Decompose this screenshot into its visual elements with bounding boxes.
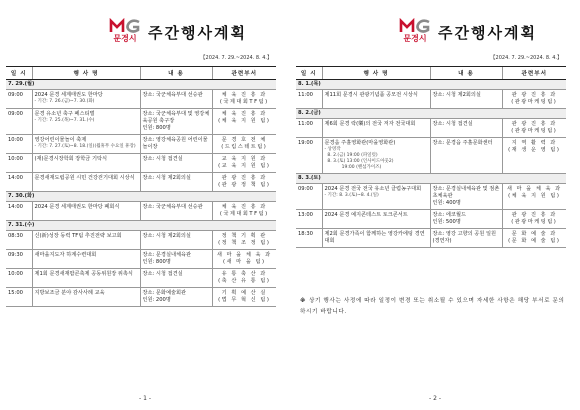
time-cell: [6, 154, 32, 173]
header-content: 내 용: [430, 67, 502, 80]
event-cell: [32, 135, 140, 154]
table-header-row: [296, 67, 566, 80]
dept-team: (문 화 예 술 팀): [508, 238, 561, 245]
table-row: [6, 288, 276, 307]
dept-cell: [212, 288, 276, 307]
time-cell: [6, 173, 32, 192]
dept-name: 체 육 진 흥 과: [221, 92, 267, 99]
event-place: 장소: 문경실내체육관: [142, 252, 191, 259]
date-label: 7. 30.(화): [6, 192, 276, 202]
dept-team: (관광마케팅팀): [511, 219, 558, 226]
dept-name: 관 광 진 흥 과: [511, 92, 557, 99]
event-name: 문경읍 주흘영화관(마을영화관): [324, 140, 396, 147]
time-cell: [296, 184, 322, 210]
table-row: [6, 269, 276, 288]
event-name: 제11회 문경시 관광기념품 공모전 시상식: [324, 92, 418, 99]
event-time: 10:00: [8, 156, 23, 163]
content-cell: [140, 135, 212, 154]
event-extra: 인원: 500명: [432, 219, 461, 226]
dept-name: 유 통 축 산 과: [221, 271, 267, 278]
header-time: 일 시: [6, 67, 32, 80]
table-row: [6, 109, 276, 135]
content-cell: [140, 154, 212, 173]
event-extra: 인원: 400명: [432, 200, 461, 207]
period: 【2024. 7. 29.~2024. 8. 4.】: [200, 55, 272, 61]
dept-team: (국제대회TF팀): [219, 211, 269, 218]
page-title: 주간행사계획: [148, 24, 247, 42]
dept-name: 체 육 진 흥 과: [221, 111, 267, 118]
event-cell: [32, 154, 140, 173]
event-time: 18:30: [298, 231, 313, 238]
content-cell: [430, 184, 502, 210]
logo-text: 문경시: [403, 34, 427, 43]
header-content: 내 용: [140, 67, 212, 80]
period: 【2024. 7. 29.~2024. 8. 4.】: [490, 55, 562, 61]
event-cell: [32, 250, 140, 269]
page-number: - 1 -: [139, 395, 151, 402]
dept-team: (관광마케팅팀): [511, 99, 558, 106]
time-cell: [296, 90, 322, 109]
event-name: 신(新)성장 동력 TF팀 추진전략 보고회: [34, 233, 122, 240]
table-row: [6, 135, 276, 154]
event-place: 장소: 국군체육부대 선승관: [142, 204, 203, 211]
event-name: 문경새재도립공원 시민 건강걷기대회 시상식: [34, 175, 135, 182]
dept-name: 교 육 지 원 과: [221, 156, 267, 163]
event-name: 제2회 문경가족이 함께하는 영강카에팅 경연대회: [324, 231, 425, 245]
content-cell: [140, 269, 212, 288]
date-row: [296, 80, 566, 90]
schedule-body: [6, 80, 276, 307]
time-cell: [6, 269, 32, 288]
page-number: - 2 -: [429, 395, 441, 402]
event-extra: 인원: 200명: [142, 297, 171, 304]
dept-name: 관 광 진 흥 과: [221, 175, 267, 182]
event-cell: [322, 210, 430, 229]
event-extra: (경연자): [432, 238, 452, 245]
document-header: [108, 18, 288, 44]
notice: [300, 296, 570, 318]
content-cell: [430, 229, 502, 248]
event-place: 장소: 문경읍 주흘문화센터: [432, 140, 493, 147]
dept-team: (재 생 운 영 팀): [508, 147, 561, 154]
event-detail: - 기간: 7. 26.(금)~7. 30.(화): [34, 99, 95, 105]
event-time: 09:00: [8, 111, 23, 118]
event-time: 19:00: [298, 140, 313, 147]
event-cell: [322, 90, 430, 109]
content-cell: [430, 90, 502, 109]
date-label: 8. 3.(토): [296, 174, 566, 184]
event-extra: 인원: 800명: [142, 259, 171, 266]
dept-cell: [212, 90, 276, 109]
time-cell: [6, 231, 32, 250]
header-event: 행 사 명: [322, 67, 430, 80]
event-place: 장소: 국군체육부대 선승관: [142, 92, 203, 99]
event-cell: [32, 288, 140, 307]
event-place: 장소: 시청 접견실: [142, 156, 183, 163]
content-cell: [430, 138, 502, 174]
event-name: 새마을지도자 하계수련대회: [34, 252, 97, 259]
dept-cell: [502, 210, 566, 229]
event-cell: [322, 119, 430, 138]
event-detail: - 기간: 7. 27.(토)~8. 18.(일)(월휴무 수요일 휴장): [34, 144, 136, 150]
page-title: 주간행사계획: [438, 24, 537, 42]
content-cell: [140, 250, 212, 269]
time-cell: [296, 210, 322, 229]
mg-logo-icon: [108, 18, 142, 34]
time-cell: [296, 119, 322, 138]
dept-team: (법 무 혁 신 팀): [218, 297, 271, 304]
event-name: (재)문경시장학회 장학금 기탁식: [34, 156, 107, 163]
event-place: 장소: 시청 접견실: [432, 121, 473, 128]
event-place: 장소: 영강 고향의 공원 일원: [432, 231, 496, 238]
table-row: [296, 184, 566, 210]
time-cell: [6, 202, 32, 221]
date-label: 7. 31.(수): [6, 221, 276, 231]
header-dept: 관련부서: [502, 67, 566, 80]
time-cell: [296, 138, 322, 174]
event-detail: - 기간: 8. 3.(토)~8. 4.(일): [324, 193, 379, 199]
schedule-body: [296, 80, 566, 248]
header-event: 행 사 명: [32, 67, 140, 80]
dept-name: 새 마 을 체 육 과: [506, 186, 562, 193]
time-cell: [6, 90, 32, 109]
dept-team: (교 육 지 원 팀): [218, 163, 271, 170]
document-header: [398, 18, 578, 44]
event-place: 장소: 시청 제2회의실: [432, 92, 481, 99]
dept-team: (축 산 유 통 팀): [218, 278, 271, 285]
content-cell: [430, 119, 502, 138]
table-row: [6, 154, 276, 173]
page-2: [290, 0, 580, 410]
table-header-row: [6, 67, 276, 80]
event-time: 14:00: [8, 204, 23, 211]
event-cell: [32, 90, 140, 109]
table-row: [6, 90, 276, 109]
content-cell: [140, 288, 212, 307]
event-time: 10:00: [8, 137, 23, 144]
dept-cell: [502, 119, 566, 138]
content-cell: [430, 210, 502, 229]
event-time: 13:00: [298, 212, 313, 219]
event-cell: [322, 184, 430, 210]
content-cell: [140, 231, 212, 250]
time-cell: [6, 109, 32, 135]
table-row: [296, 90, 566, 109]
content-cell: [140, 173, 212, 192]
table-row: [6, 231, 276, 250]
schedule-table: [6, 66, 276, 307]
table-row: [6, 202, 276, 221]
schedule-table: [296, 66, 566, 248]
dept-team: (체 육 지 원 팀): [218, 118, 271, 125]
date-row: [6, 221, 276, 231]
dept-cell: [212, 231, 276, 250]
dept-name: 문 경 호 전 체: [221, 137, 267, 144]
table-row: [296, 119, 566, 138]
event-place: 장소: 에코월드: [432, 212, 466, 219]
notice-text: 상기 행사는 사정에 따라 일정이 변경 또는 취소될 수 있으며 자세한 사항은 해당 부서로 문의하시기 바랍니다.: [300, 298, 565, 316]
dept-cell: [212, 135, 276, 154]
table-row: [296, 210, 566, 229]
event-time: 10:00: [8, 271, 23, 278]
dept-cell: [212, 202, 276, 221]
dept-name: 관 광 진 흥 과: [511, 121, 557, 128]
event-name: 제6회 문경 락(樂)의 전국 저자 전국대회: [324, 121, 416, 128]
dept-cell: [502, 229, 566, 248]
event-time: 15:00: [8, 290, 23, 297]
event-cell: [32, 231, 140, 250]
notice-mark: ※: [300, 298, 307, 304]
date-row: [296, 174, 566, 184]
content-cell: [140, 90, 212, 109]
dept-cell: [502, 90, 566, 109]
event-name: 제1회 문경새재팝콘축제 공동위원장 위촉식: [34, 271, 133, 278]
date-label: 8. 2.(금): [296, 109, 566, 119]
event-detail: - 상영작 8. 2.(금) 19:00 (파일럿) 8. 3.(토) 13:00 (인사이드아웃2) 19:00 (핸섬가이즈): [324, 147, 394, 171]
event-cell: [32, 109, 140, 135]
event-name: 2024 문경 세계태권도 한마당 폐회식: [34, 204, 120, 211]
time-cell: [6, 135, 32, 154]
city-logo: [108, 18, 142, 44]
event-place: 장소: 영강체육공원 어린이물놀이장: [142, 137, 208, 151]
dept-cell: [212, 269, 276, 288]
time-cell: [6, 250, 32, 269]
event-place: 장소: 국군체육부대 및 영강체육공원 축구장: [142, 111, 210, 125]
date-row: [6, 80, 276, 90]
event-name: 2024 문경 전국 전국 유소년 클럽농구대회: [324, 186, 422, 193]
event-time: 09:00: [8, 92, 23, 99]
event-name: 2024 문경 세계태권도 한마당: [34, 92, 103, 99]
event-time: 08:30: [8, 233, 23, 240]
dept-name: 체 육 진 흥 과: [221, 204, 267, 211]
event-place: 장소: 시청 제2회의실: [142, 233, 191, 240]
logo-text: 문경시: [113, 34, 137, 43]
dept-name: 관 광 진 흥 과: [511, 212, 557, 219]
event-time: 09:30: [8, 252, 23, 259]
dept-team: (국제대회TF팀): [219, 99, 269, 106]
dept-cell: [502, 138, 566, 174]
dept-name: 정 책 기 획 관: [221, 233, 267, 240]
event-cell: [32, 269, 140, 288]
event-detail: - 기간: 7. 25.(목)~7. 31.(수): [34, 118, 95, 124]
dept-name: 지 역 활 력 과: [511, 140, 557, 147]
event-cell: [32, 202, 140, 221]
event-time: 11:00: [298, 121, 313, 128]
event-time: 11:00: [298, 92, 313, 99]
dept-team: (관광마케팅팀): [511, 128, 558, 135]
dept-team: (체 육 지 원 팀): [508, 193, 561, 200]
event-name: 문경 유소년 축구 페스티벌: [34, 111, 95, 118]
event-time: 09:00: [298, 186, 313, 193]
table-row: [6, 173, 276, 192]
dept-name: 문 화 예 술 과: [511, 231, 557, 238]
event-name: 지방보조금 분야 감사사례 교육: [34, 290, 105, 297]
table-row: [296, 138, 566, 174]
dept-team: (관 광 정 책 팀): [218, 182, 271, 189]
content-cell: [140, 109, 212, 135]
event-place: 장소: 문경실내체육관 및 점촌초체육관: [432, 186, 500, 200]
date-row: [296, 109, 566, 119]
content-cell: [140, 202, 212, 221]
event-name: 2024 문경 예지콘테스트 토크콘서트: [324, 212, 408, 219]
event-time: 14:00: [8, 175, 23, 182]
table-row: [6, 250, 276, 269]
time-cell: [6, 288, 32, 307]
time-cell: [296, 229, 322, 248]
event-place: 장소: 문화예술회관: [142, 290, 186, 297]
mg-logo-icon: [398, 18, 432, 34]
dept-cell: [212, 250, 276, 269]
dept-cell: [212, 109, 276, 135]
event-cell: [322, 229, 430, 248]
event-place: 장소: 시청 접견실: [142, 271, 183, 278]
dept-team: (드림스테트팀): [221, 144, 268, 151]
dept-team: (정 책 조 정 팀): [218, 240, 271, 247]
header-time: 일 시: [296, 67, 322, 80]
dept-cell: [212, 154, 276, 173]
date-label: 7. 29.(월): [6, 80, 276, 90]
dept-name: 기 획 예 산 실: [221, 290, 267, 297]
header-dept: 관련부서: [212, 67, 276, 80]
dept-team: (새 마 을 팀): [222, 259, 266, 266]
event-cell: [32, 173, 140, 192]
event-place: 장소: 시청 제2회의실: [142, 175, 191, 182]
event-cell: [322, 138, 430, 174]
dept-name: 새 마 을 체 육 과: [216, 252, 272, 259]
date-label: 8. 1.(목): [296, 80, 566, 90]
event-name: 영강어린이물놀이 축제: [34, 137, 87, 144]
date-row: [6, 192, 276, 202]
city-logo: [398, 18, 432, 44]
table-row: [296, 229, 566, 248]
dept-cell: [212, 173, 276, 192]
event-extra: 인원: 800명: [142, 125, 171, 132]
dept-cell: [502, 184, 566, 210]
